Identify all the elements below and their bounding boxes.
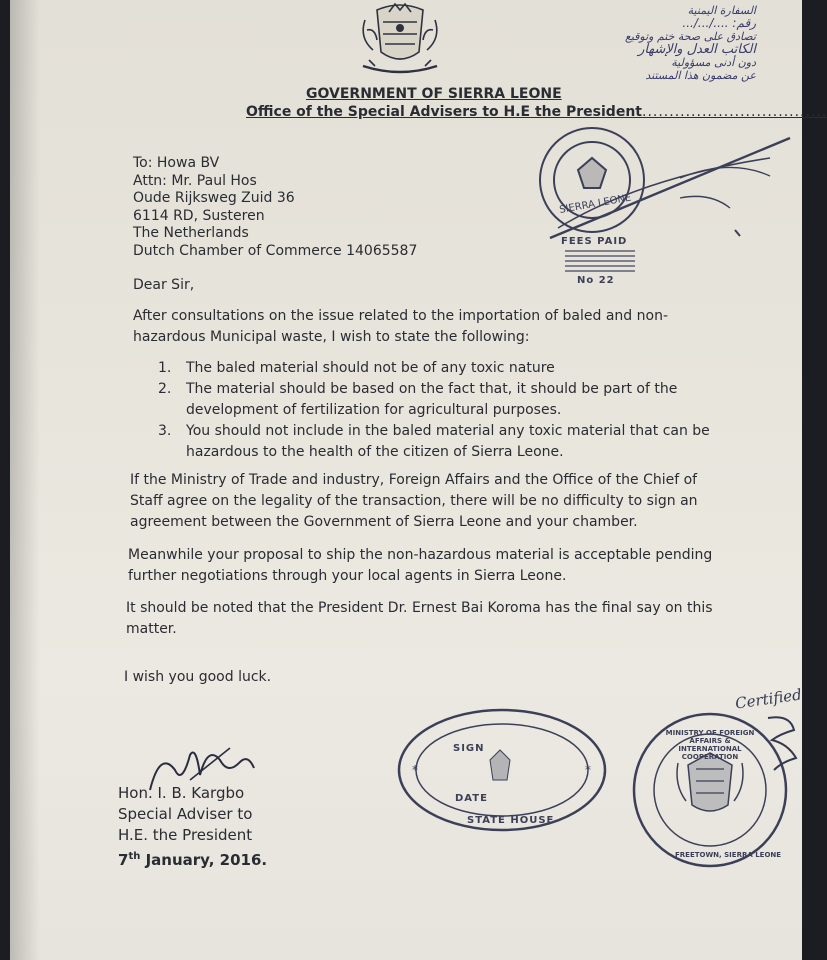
- office-title: Office of the Special Advisers to H.E the President..................................: [246, 104, 827, 120]
- letter-date: 7th January, 2016.: [118, 851, 268, 869]
- address-city: 6114 RD, Susteren: [133, 207, 265, 224]
- fees-stamp-lines: [565, 250, 635, 272]
- svg-text:*: *: [412, 763, 418, 777]
- fees-paid-stamp: FEES PAID: [561, 236, 628, 247]
- closing-line: I wish you good luck.: [124, 669, 272, 685]
- arabic-line: عن مضمون هذا المستند: [645, 69, 756, 82]
- paragraph-proposal: Meanwhile your proposal to ship the non-hazardous material is acceptable pending further negotiations through your local agents in Sierra Leone.: [128, 547, 713, 584]
- arabic-line: تصادق على صحة ختم وتوقيع: [624, 30, 756, 43]
- stamp-date-label: DATE: [455, 793, 488, 804]
- svg-text:*: *: [585, 763, 591, 777]
- signatory-title: H.E. the President: [118, 826, 253, 844]
- stamp-sign-label: SIGN: [453, 743, 485, 754]
- conditions-list: [158, 358, 728, 463]
- address-to: To: Howa BV: [133, 155, 220, 171]
- ministry-ring-text: MINISTRY OF FOREIGN AFFAIRS & INTERNATIONAL COOPERATION: [665, 729, 755, 761]
- arabic-endorsement-note: [556, 4, 756, 82]
- stamp-text: SIERRA LEONE: [558, 192, 633, 216]
- arabic-line: الكاتب العدل والإشهار: [638, 42, 756, 57]
- greeting: Dear Sir,: [133, 277, 195, 293]
- address-country: The Netherlands: [133, 225, 249, 241]
- recipient-address: [133, 155, 417, 260]
- address-street: Oude Rijksweg Zuid 36: [133, 190, 295, 206]
- signatory-title: Special Adviser to: [118, 805, 253, 823]
- office-title-text: Office of the Special Advisers to H.E the President: [246, 104, 642, 120]
- address-attn: Attn: Mr. Paul Hos: [133, 172, 257, 189]
- state-house-stamp: [395, 705, 610, 835]
- address-chamber: Dutch Chamber of Commerce 14065587: [133, 242, 418, 259]
- signature-block: [118, 783, 267, 871]
- fees-number: No 22: [577, 275, 615, 286]
- handwritten-initials-icon: [760, 710, 802, 780]
- list-item: 1. The baled material should not be of any toxic nature: [158, 360, 555, 376]
- ministry-bottom-text: FREETOWN, SIERRA LEONE: [675, 851, 782, 859]
- intro-paragraph: After consultations on the issue related to the importation of baled and non-hazardous Municipal waste, I wish to state the following:: [133, 308, 668, 345]
- list-item: 3. You should not include in the baled material any toxic material that can be hazardous to the health of the citizen of Sierra Leone.: [158, 423, 710, 460]
- certified-handwriting: Certified: [734, 685, 803, 713]
- coat-of-arms-icon: [355, 0, 445, 80]
- letter-page: [10, 0, 827, 960]
- arabic-line: دون أدنى مسؤولية: [671, 56, 756, 69]
- stamp-state-house: STATE HOUSE: [467, 815, 555, 826]
- paragraph-president: It should be noted that the President Dr. Ernest Bai Koroma has the final say on this matter.: [126, 600, 713, 637]
- page-edge-shadow: [10, 0, 40, 960]
- paragraph-ministry: If the Ministry of Trade and industry, Foreign Affairs and the Office of the Chief of Staff agree on the legality of the transaction, there will be no difficulty to sign an agreement between the Government of Sierra Leone and your chamber.: [130, 472, 698, 530]
- arabic-line: السفارة اليمنية: [687, 4, 756, 17]
- list-item: 2. The material should be based on the fact that, it should be part of the development of fertilization for agricultural purposes.: [158, 381, 678, 418]
- arabic-line: رقم: ..../.../...: [682, 16, 756, 30]
- signatory-name: Hon. I. B. Kargbo: [118, 784, 245, 802]
- government-title: GOVERNMENT OF SIERRA LEONE: [306, 86, 562, 102]
